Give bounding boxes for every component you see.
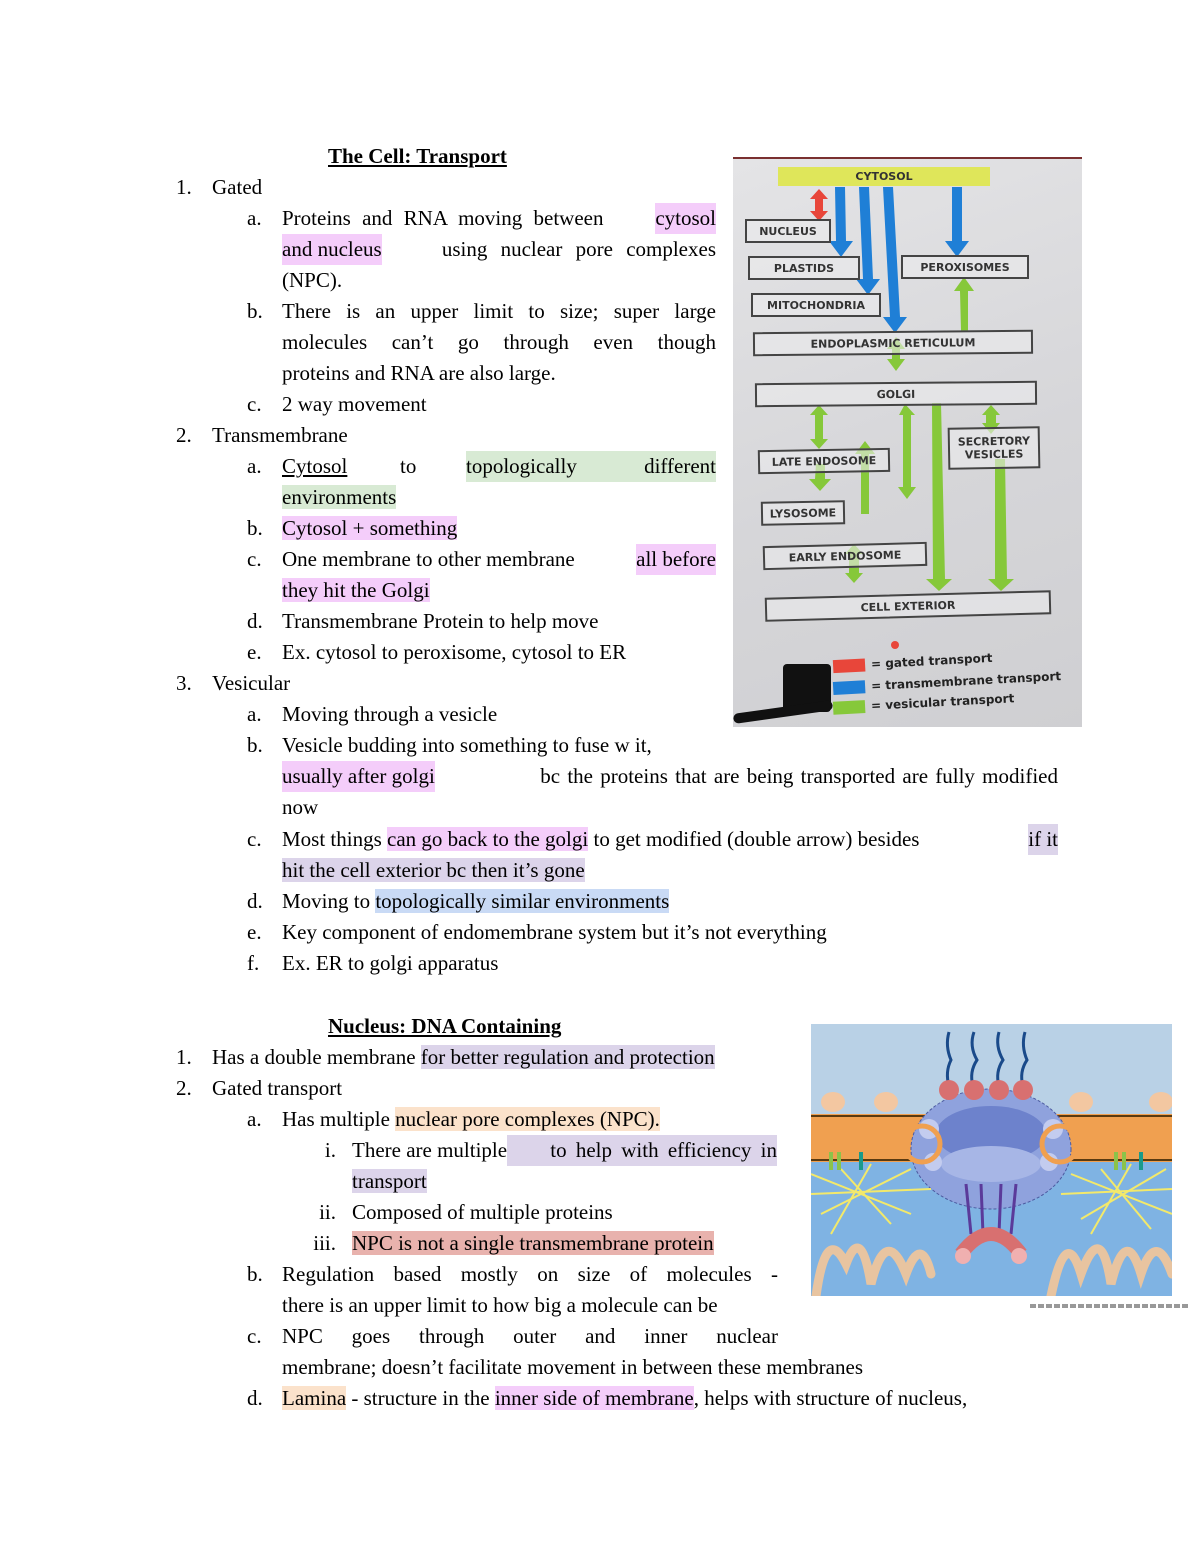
legend-swatch-blue bbox=[833, 680, 866, 695]
text-span: Has a double membrane bbox=[212, 1045, 416, 1069]
text-span: There are multiple bbox=[352, 1138, 508, 1162]
list-item-text: Transmembrane Protein to help move bbox=[282, 609, 599, 633]
list-item-text bbox=[282, 761, 1058, 792]
diagram-box-mitochondria: MITOCHONDRIA bbox=[751, 293, 881, 317]
list-marker: 1. bbox=[176, 1045, 192, 1069]
list-marker: a. bbox=[247, 702, 262, 726]
list-item-vesicular: Vesicular bbox=[212, 671, 291, 695]
highlight-span bbox=[466, 451, 716, 482]
list-marker: e. bbox=[247, 920, 262, 944]
text-span: different bbox=[644, 454, 716, 478]
list-item-text: Composed of multiple proteins bbox=[352, 1200, 613, 1224]
list-marker: d. bbox=[247, 1386, 263, 1410]
highlight-span: if it bbox=[1028, 824, 1058, 855]
list-item-text: molecules can’t go through even though bbox=[282, 330, 716, 354]
list-marker: 3. bbox=[176, 671, 192, 695]
list-item-text: Moving through a vesicle bbox=[282, 702, 498, 726]
list-marker: i. bbox=[324, 1138, 336, 1162]
list-item-text bbox=[282, 234, 716, 265]
list-item-gated: Gated bbox=[212, 175, 263, 199]
npc-illustration bbox=[811, 1024, 1172, 1296]
diagram-box-secretory-vesicles: SECRETORY VESICLES bbox=[948, 426, 1041, 470]
section-title-nucleus: Nucleus: DNA Containing bbox=[328, 1014, 562, 1038]
list-item-text bbox=[282, 544, 716, 575]
red-dot-icon bbox=[891, 641, 899, 649]
text-span: Has multiple bbox=[282, 1107, 390, 1131]
underlined-span: Cytosol bbox=[282, 454, 348, 478]
text-span: - structure in the bbox=[346, 1386, 495, 1410]
list-item-text bbox=[212, 1042, 715, 1073]
list-item-text bbox=[282, 575, 430, 606]
text-span: Moving to bbox=[282, 889, 371, 913]
list-item-text: Key component of endomembrane system but it’s not everything bbox=[282, 920, 827, 944]
list-item-text: 2 way movement bbox=[282, 392, 427, 416]
text-span: to bbox=[400, 454, 417, 478]
list-item-transmembrane: Transmembrane bbox=[212, 423, 348, 447]
list-item-text bbox=[282, 482, 396, 513]
list-marker: c. bbox=[247, 1324, 262, 1348]
list-item-text bbox=[352, 1228, 714, 1259]
highlight-span: hit the cell exterior bc then it’s gone bbox=[282, 858, 585, 882]
list-item-text: There is an upper limit to size; super large bbox=[282, 299, 716, 323]
text-span: using nuclear pore complexes bbox=[441, 237, 716, 261]
figure-credit bbox=[1030, 1304, 1190, 1308]
highlight-span: Lamina bbox=[282, 1386, 347, 1410]
list-marker: c. bbox=[247, 827, 262, 851]
list-item-text bbox=[282, 824, 1058, 855]
list-item-text bbox=[282, 203, 716, 234]
list-item-text bbox=[352, 1166, 427, 1197]
highlight-span: usually after golgi bbox=[282, 761, 435, 792]
highlight-span: NPC is not a single transmembrane protein bbox=[352, 1231, 714, 1255]
list-item-text bbox=[282, 855, 585, 886]
highlight-span: transport bbox=[352, 1169, 427, 1193]
diagram-box-golgi: GOLGI bbox=[755, 381, 1037, 407]
list-marker: c. bbox=[247, 547, 262, 571]
legend-label: = vesicular transport bbox=[870, 691, 1015, 713]
list-marker: b. bbox=[247, 733, 263, 757]
list-marker: b. bbox=[247, 1262, 263, 1286]
diagram-box-lysosome: LYSOSOME bbox=[761, 500, 845, 525]
list-item-text bbox=[282, 1104, 660, 1135]
list-marker: d. bbox=[247, 609, 263, 633]
text-span: to get modified (double arrow) besides bbox=[593, 827, 920, 851]
highlight-span: cytosol bbox=[655, 203, 716, 234]
list-marker: iii. bbox=[313, 1231, 336, 1255]
text-span: , helps with structure of nucleus, bbox=[693, 1386, 968, 1410]
diagram-box-cytosol: CYTOSOL bbox=[778, 167, 990, 186]
list-item-text: NPC goes through outer and inner nuclear bbox=[282, 1324, 778, 1348]
highlight-span: they hit the Golgi bbox=[282, 578, 430, 602]
highlight-span: for better regulation and protection bbox=[420, 1045, 715, 1069]
list-item-text: Ex. ER to golgi apparatus bbox=[282, 951, 499, 975]
list-marker: a. bbox=[247, 454, 262, 478]
section-title-cell-transport: The Cell: Transport bbox=[328, 144, 507, 168]
list-marker: b. bbox=[247, 299, 263, 323]
list-marker: a. bbox=[247, 206, 262, 230]
text-span: topologically bbox=[466, 454, 577, 478]
list-marker: c. bbox=[247, 392, 262, 416]
list-item-text: proteins and RNA are also large. bbox=[282, 361, 556, 385]
highlight-span: all before bbox=[636, 544, 716, 575]
list-marker: e. bbox=[247, 640, 262, 664]
diagram-box-early-endosome: EARLY ENDOSOME bbox=[763, 542, 928, 570]
transport-diagram-photo bbox=[733, 157, 1082, 727]
list-marker: d. bbox=[247, 889, 263, 913]
text-span: Most things bbox=[282, 827, 382, 851]
list-marker: 2. bbox=[176, 423, 192, 447]
list-item-text bbox=[282, 1383, 967, 1414]
diagram-box-cell-exterior: CELL EXTERIOR bbox=[765, 590, 1052, 621]
diagram-box-plastids: PLASTIDS bbox=[748, 256, 860, 280]
list-item-text bbox=[282, 886, 669, 917]
list-marker: f. bbox=[247, 951, 260, 975]
text-span: Proteins and RNA moving between bbox=[282, 206, 604, 230]
highlight-span: nuclear pore complexes (NPC). bbox=[395, 1107, 660, 1131]
legend-label: = transmembrane transport bbox=[870, 669, 1062, 693]
diagram-box-nucleus: NUCLEUS bbox=[745, 219, 831, 243]
highlight-span: and nucleus bbox=[282, 234, 382, 265]
list-marker: 2. bbox=[176, 1076, 192, 1100]
legend-label: = gated transport bbox=[870, 650, 993, 672]
list-item-text: (NPC). bbox=[282, 268, 343, 292]
highlight-span: environments bbox=[282, 485, 397, 509]
list-item-text bbox=[352, 1135, 777, 1166]
highlight-span: inner side of membrane bbox=[494, 1386, 694, 1410]
text-span: bc the proteins that are being transported are fully modified bbox=[540, 764, 1058, 788]
legend-swatch-green bbox=[833, 700, 866, 715]
list-item-text: Regulation based mostly on size of molecules - bbox=[282, 1262, 778, 1286]
list-item-text: membrane; doesn’t facilitate movement in between these membranes bbox=[282, 1355, 863, 1379]
list-item-text: there is an upper limit to how big a molecule can be bbox=[282, 1293, 718, 1317]
list-marker: 1. bbox=[176, 175, 192, 199]
list-marker: ii. bbox=[319, 1200, 336, 1224]
list-marker: a. bbox=[247, 1107, 262, 1131]
list-marker: b. bbox=[247, 516, 263, 540]
list-item-text: Gated transport bbox=[212, 1076, 343, 1100]
diagram-box-er: ENDOPLASMIC RETICULUM bbox=[753, 330, 1033, 356]
list-item-text bbox=[282, 513, 457, 544]
highlight-span: to help with efficiency in bbox=[507, 1135, 777, 1166]
diagram-box-late-endosome: LATE ENDOSOME bbox=[758, 448, 890, 474]
list-item-text: Vesicle budding into something to fuse w it, bbox=[282, 733, 652, 757]
diagram-box-peroxisomes: PEROXISOMES bbox=[901, 255, 1029, 279]
list-item-text: now bbox=[282, 795, 319, 819]
highlight-span: Cytosol + something bbox=[282, 516, 458, 540]
highlight-span: can go back to the golgi bbox=[387, 827, 589, 851]
highlight-span: topologically similar environments bbox=[375, 889, 670, 913]
legend-swatch-red bbox=[833, 658, 866, 673]
list-item-text: Ex. cytosol to peroxisome, cytosol to ER bbox=[282, 640, 627, 664]
nuclear-pore-complex-diagram bbox=[811, 1024, 1172, 1296]
text-span: One membrane to other membrane bbox=[282, 547, 575, 571]
